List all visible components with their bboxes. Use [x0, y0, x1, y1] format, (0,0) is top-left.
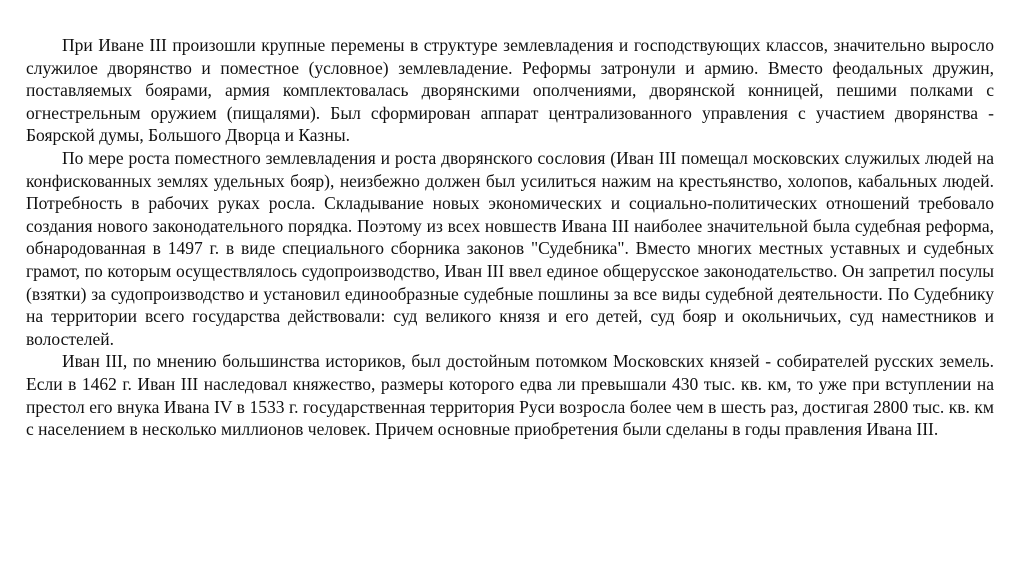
document-text-block — [26, 34, 994, 441]
paragraph-sudebnik: По мере роста поместного землевладения и роста дворянского сословия (Иван III помещал московских служилых людей на конфискованных землях удельных бояр), неизбежно должен был усилиться нажим на крестьянство, холопов, кабальных людей. Потребность в рабочих руках росла. Складывание новых экономических и социально-политических отношений требовало создания нового законодательного порядка. Поэтому из всех новшеств Ивана III наиболее значительной была судебная реформа, обнародованная в 1497 г. в виде специального сборника законов "Судебника". Вместо многих местных уставных и судебных грамот, по которым осуществлялось судопроизводство, Иван III ввел единое общерусское законодательство. Он запретил посулы (взятки) за судопроизводство и установил единообразные судебные пошлины за все виды судебной деятельности. По Судебнику на территории всего государства действовали: суд великого князя и его детей, суд бояр и окольничьих, суд наместников и волостелей. — [26, 147, 994, 349]
paragraph-ivan-reforms: При Иване III произошли крупные перемены в структуре землевладения и господствующих классов, значительно выросло служилое дворянство и поместное (условное) землевладение. Реформы затронули и армию. Вместо феодальных дружин, поставляемых боярами, армия комплектовалась дворянскими ополчениями, дворянской конницей, пешими полками с огнестрельным оружием (пищалями). Был сформирован аппарат централизованного управления с участием дворянства - Боярской думы, Большого Дворца и Казны. — [26, 35, 994, 146]
paragraph-territory: Иван III, по мнению большинства историков, был достойным потомком Московских князей - собирателей русских земель. Если в 1462 г. Иван III наследовал княжество, размеры которого едва ли превышали 430 тыс. кв. км, то уже при вступлении на престол его внука Ивана IV в 1533 г. государственная территория Руси возросла более чем в шесть раз, достигая 2800 тыс. кв. км с населением в несколько миллионов человек. Причем основные приобретения были сделаны в годы правления Ивана III. — [26, 351, 994, 440]
